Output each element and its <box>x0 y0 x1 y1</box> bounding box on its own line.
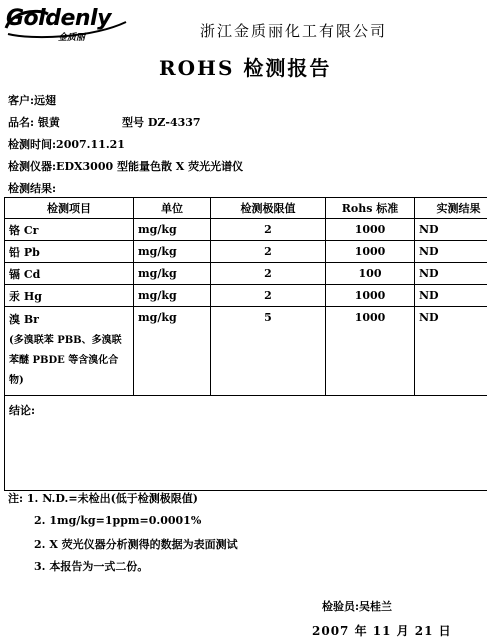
header-result: 实测结果 <box>415 198 487 219</box>
table-header-row <box>5 198 487 219</box>
note-3: 2. X 荧光仪器分析测得的数据为表面测试 <box>34 538 238 551</box>
limit-cell: 2 <box>211 241 326 263</box>
unit-cell: mg/kg <box>134 219 211 241</box>
result-cell: ND <box>415 219 487 241</box>
logo-brand: Goldenly <box>6 6 111 31</box>
note-4: 3. 本报告为一式二份。 <box>34 560 149 573</box>
table-row <box>5 307 487 396</box>
standard-cell: 1000 <box>326 241 415 263</box>
unit-cell: mg/kg <box>134 307 211 396</box>
table-row <box>5 219 487 241</box>
standard-cell: 100 <box>326 263 415 285</box>
header-item: 检测项目 <box>5 198 134 219</box>
logo-subtext: 金质丽 <box>58 33 86 43</box>
note-1: 注: 1. N.D.=未检出(低于检测极限值) <box>8 492 198 505</box>
standard-cell: 1000 <box>326 285 415 307</box>
item-cell: 铅 Pb <box>5 241 134 263</box>
result-cell: ND <box>415 263 487 285</box>
instrument-line: 检测仪器:EDX3000 型能量色散 X 荧光光谱仪 <box>8 160 244 173</box>
note-2: 2. 1mg/kg=1ppm=0.0001% <box>34 514 202 527</box>
header-unit: 单位 <box>134 198 211 219</box>
table-row <box>5 241 487 263</box>
bromine-compounds-note: (多溴联苯 PBB、多溴联苯醚 PBDE 等含溴化合物) <box>9 335 122 386</box>
unit-cell: mg/kg <box>134 285 211 307</box>
test-time-line: 检测时间:2007.11.21 <box>8 138 125 151</box>
header-limit: 检测极限值 <box>211 198 326 219</box>
header-standard: Rohs 标准 <box>326 198 415 219</box>
item-cell: 铬 Cr <box>5 219 134 241</box>
customer-line: 客户:远翅 <box>8 94 57 107</box>
product-line: 品名: 银黄 <box>8 116 60 129</box>
unit-cell: mg/kg <box>134 241 211 263</box>
result-cell: ND <box>415 285 487 307</box>
standard-cell: 1000 <box>326 307 415 396</box>
standard-cell: 1000 <box>326 219 415 241</box>
report-date: 2007 年 11 月 21 日 <box>312 624 452 638</box>
item-cell-bromine-label: 溴 Br <box>9 313 39 326</box>
result-cell: ND <box>415 307 487 396</box>
limit-cell: 2 <box>211 263 326 285</box>
inspector-signature: 检验员:吴桂兰 <box>322 600 393 613</box>
report-title: ROHS 检测报告 <box>159 56 332 80</box>
limit-cell: 5 <box>211 307 326 396</box>
results-label: 检测结果: <box>8 182 57 195</box>
item-cell: 汞 Hg <box>5 285 134 307</box>
results-table <box>4 197 487 491</box>
conclusion-row <box>5 396 487 491</box>
item-cell: 镉 Cd <box>5 263 134 285</box>
table-row <box>5 285 487 307</box>
unit-cell: mg/kg <box>134 263 211 285</box>
conclusion-label: 结论: <box>5 396 487 491</box>
limit-cell: 2 <box>211 285 326 307</box>
table-row <box>5 263 487 285</box>
limit-cell: 2 <box>211 219 326 241</box>
item-cell-bromine <box>5 307 134 396</box>
company-name: 浙江金质丽化工有限公司 <box>200 22 388 40</box>
model-line: 型号 DZ-4337 <box>122 116 201 129</box>
result-cell: ND <box>415 241 487 263</box>
